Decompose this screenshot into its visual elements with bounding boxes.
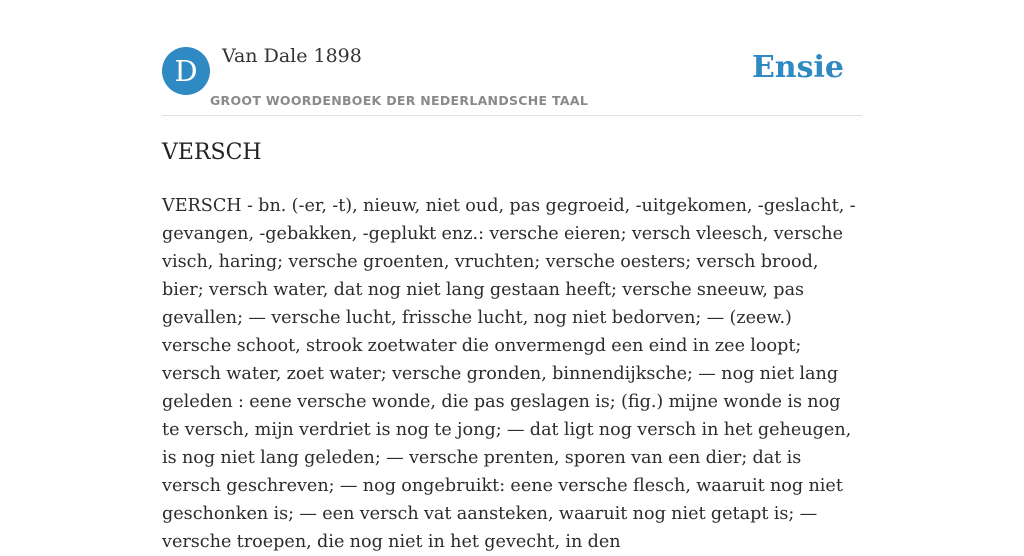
dictionary-title[interactable]: Van Dale 1898 xyxy=(222,45,362,67)
dictionary-subtitle: GROOT WOORDENBOEK DER NEDERLANDSCHE TAAL xyxy=(210,93,589,108)
entry-headword: VERSCH xyxy=(162,140,262,165)
entry-definition: VERSCH - bn. (-er, -t), nieuw, niet oud, pas gegroeid, -uitgekomen, -geslacht, -gevangen, -gebakken, -geplukt enz.: versche eieren; versch vleesch, versche visch, haring; versche groenten, vruchten; versche oesters; versch brood, bier; versch water, dat nog niet lang gestaan heeft; versche sneeuw, pas gevallen; — versche lucht, frissche lucht, nog niet bedorven; — (zeew.) versche schoot, strook zoetwater die onvermengd een eind in zee loopt; versch water, zoet water; versche gronden, binnendijksche; — nog niet lang geleden : eene versche wonde, die pas geslagen is; (fig.) mijne wonde is nog te versch, mijn verdriet is nog te jong; — dat ligt nog versch in het geheugen, is nog niet lang geleden; — versche prenten, sporen van een dier; dat is versch geschreven; — nog ongebruikt: eene versche flesch, waaruit nog niet geschonken is; — een versch vat aansteken, waaruit nog niet getapt is; — versche troepen, die nog niet in het gevecht, in den xyxy=(162,196,856,552)
dictionary-logo[interactable]: D xyxy=(162,47,210,95)
site-header xyxy=(162,0,862,116)
brand-logo[interactable]: Ensie xyxy=(751,50,844,85)
